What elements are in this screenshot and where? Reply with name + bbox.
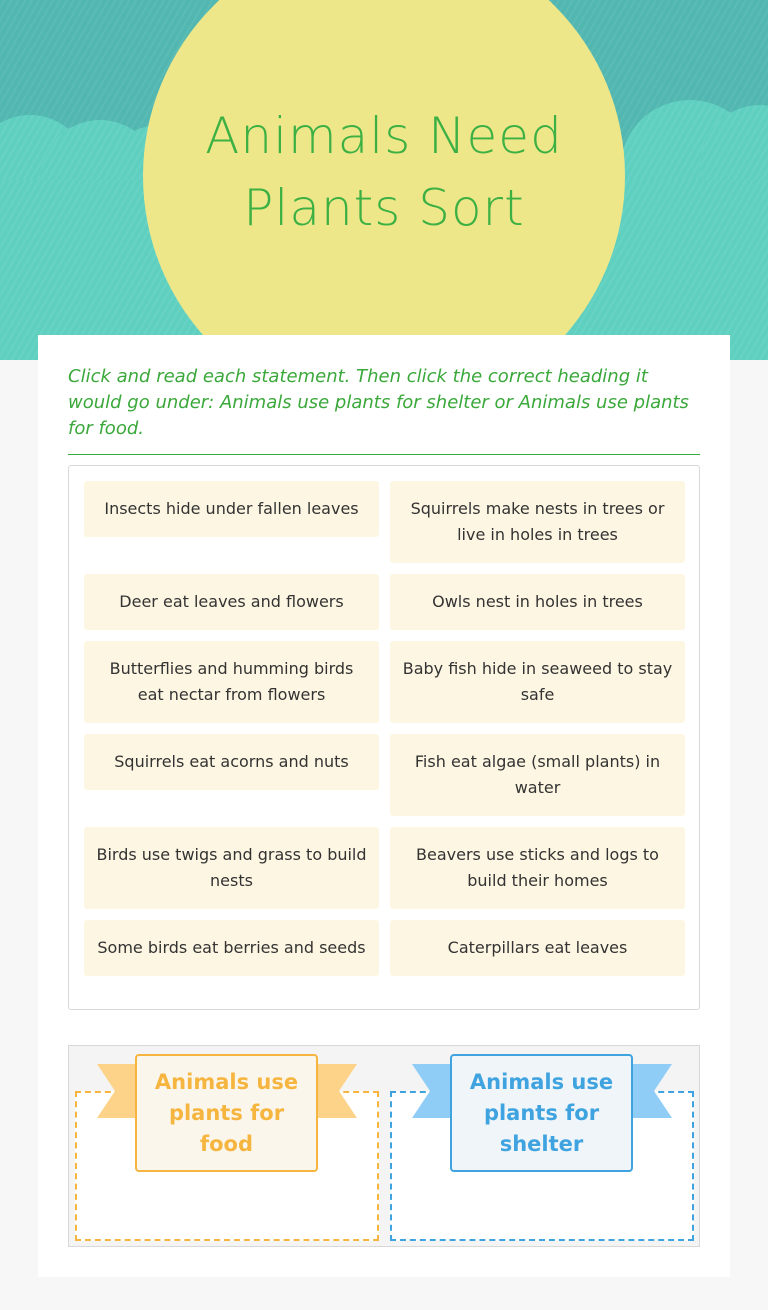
instructions: Click and read each statement. Then click the correct heading it would go under: Animals use plants for shelter or Animals use plants for food. bbox=[68, 366, 689, 439]
food-heading-button[interactable]: Animals use plants for food bbox=[135, 1054, 318, 1172]
statement-card[interactable]: Some birds eat berries and seeds bbox=[84, 920, 379, 976]
statement-card[interactable]: Deer eat leaves and flowers bbox=[84, 574, 379, 630]
statement-card[interactable]: Baby fish hide in seaweed to stay safe bbox=[390, 641, 685, 723]
statement-card[interactable]: Owls nest in holes in trees bbox=[390, 574, 685, 630]
statement-list bbox=[68, 465, 700, 1010]
page-title: Animals Need Plants Sort bbox=[205, 107, 563, 237]
statement-card[interactable]: Birds use twigs and grass to build nests bbox=[84, 827, 379, 909]
shelter-heading-button[interactable]: Animals use plants for shelter bbox=[450, 1054, 633, 1172]
statement-card[interactable]: Butterflies and humming birds eat nectar from flowers bbox=[84, 641, 379, 723]
statement-card[interactable]: Squirrels eat acorns and nuts bbox=[84, 734, 379, 790]
sort-area bbox=[68, 1045, 700, 1247]
divider bbox=[68, 454, 700, 455]
statement-card[interactable]: Fish eat algae (small plants) in water bbox=[390, 734, 685, 816]
statement-card[interactable]: Insects hide under fallen leaves bbox=[84, 481, 379, 537]
statement-card[interactable]: Squirrels make nests in trees or live in holes in trees bbox=[390, 481, 685, 563]
header-banner bbox=[0, 0, 768, 360]
statement-card[interactable]: Beavers use sticks and logs to build their homes bbox=[390, 827, 685, 909]
statement-card[interactable]: Caterpillars eat leaves bbox=[390, 920, 685, 976]
